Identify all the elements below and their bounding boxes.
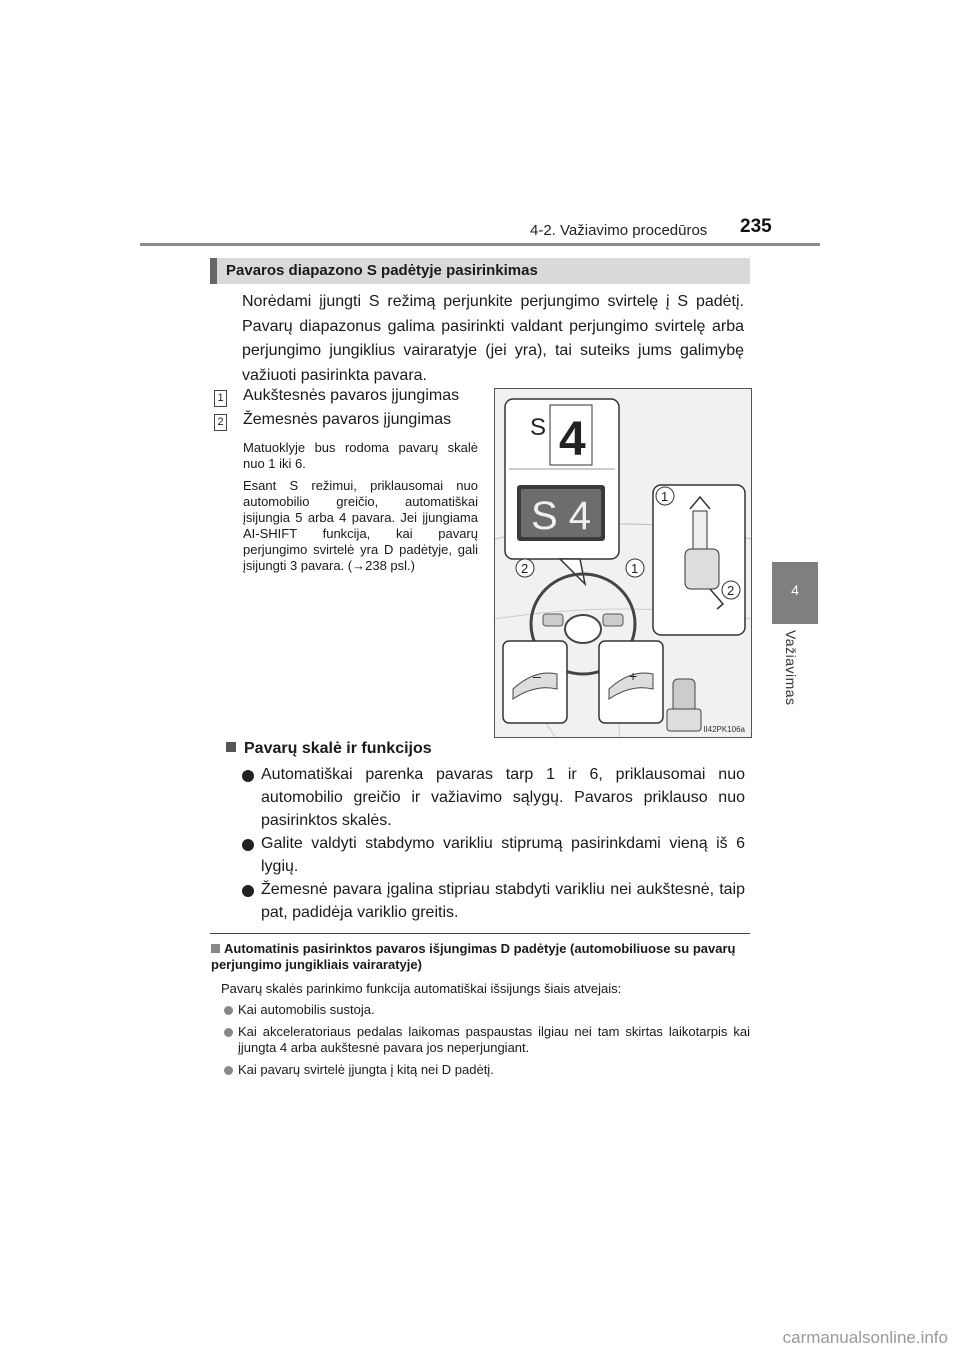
note-bullet-icon <box>224 1028 233 1037</box>
note-bullet-1: Kai automobilis sustoja. <box>238 1002 375 1017</box>
note-heading <box>211 941 751 973</box>
item-downshift-label: Žemesnės pavaros įjungimas <box>243 411 452 428</box>
note-gauge-range: Matuoklyje bus rodoma pavarų skalė nuo 1 iki 6. <box>243 440 478 471</box>
square-bullet-icon <box>211 944 220 953</box>
section-heading-bar <box>210 258 750 284</box>
bullet-text-2: Galite valdyti stabdymo varikliu stiprumą pasirinkdami vieną iš 6 lygių. <box>261 835 745 875</box>
item-number-1: 1 <box>214 390 227 407</box>
figure-code: II42PK106a <box>703 725 745 734</box>
callout-shifter-1: 1 <box>661 489 669 504</box>
intro-paragraph: Norėdami įjungti S režimą perjunkite perjungimo svirtelę į S padėtį. Pavarų diapazonus galima pasirinkti valdant perjungimo svirtelę arba perjungimo jungiklius vairaratyje (jei yra), tai suteiks jums galimybę važiuoti pasirinkta pavara. <box>242 293 744 384</box>
note-s-mode: Esant S režimui, priklausomai nuo automobilio greičio, automatiškai įsijungia 5 arba 4 pavara. Jei įjungiama AI-SHIFT funkcija, kai pavarų perjungimo svirtelė yra D padėtyje, gali įsijungti 3 pavara. (→238 psl.) <box>243 478 478 573</box>
watermark: carmanualsonline.info <box>782 1328 948 1347</box>
paddle-plus-label: + <box>629 668 638 684</box>
heading-marker <box>210 258 217 284</box>
section-divider <box>210 933 750 934</box>
item-upshift-label: Aukštesnės pavaros įjungimas <box>243 387 460 404</box>
callout-paddle-1: 1 <box>631 561 639 576</box>
callout-paddle-2: 2 <box>521 561 529 576</box>
note-intro: Pavarų skalės parinkimo funkcija automatiškai išsijungs šiais atvejais: <box>221 981 622 996</box>
header-rule <box>140 243 820 246</box>
note-bullet-2: Kai akceleratoriaus pedalas laikomas paspaustas ilgiau nei tam skirtas laikotarpis kai įjungta 4 arba aukštesnė pavara jos neperjungiant. <box>238 1024 750 1055</box>
illustration-svg <box>495 389 751 737</box>
display-bottom: S 4 <box>531 494 592 538</box>
chapter-number: 4 <box>791 582 799 598</box>
paddle-minus-label: – <box>533 668 541 684</box>
callout-shifter-2: 2 <box>727 583 735 598</box>
bullet-dot-icon <box>242 885 254 897</box>
section-title: Pavaros diapazono S padėtyje pasirinkimas <box>226 262 538 279</box>
square-bullet-icon <box>226 742 236 752</box>
display-top-digit: 4 <box>559 413 586 466</box>
chapter-label: Važiavimas <box>783 630 799 706</box>
bullet-dot-icon <box>242 770 254 782</box>
header-section-title: 4-2. Važiavimo procedūros <box>530 222 708 239</box>
display-top-letter: S <box>530 414 547 441</box>
note-bullet-icon <box>224 1066 233 1075</box>
chapter-tab <box>772 562 818 624</box>
page-number: 235 <box>740 216 772 237</box>
note-heading-text: Automatinis pasirinktos pavaros išjungimas D padėtyje (automobiliuose su pavarų perjungimo jungikliais vairaratyje) <box>211 941 736 972</box>
note-bullet-icon <box>224 1006 233 1015</box>
subsection-heading <box>226 740 432 758</box>
subsection-title: Pavarų skalė ir funkcijos <box>244 740 432 757</box>
bullet-dot-icon <box>242 839 254 851</box>
bullet-text-3: Žemesnė pavara įgalina stipriau stabdyti varikliu nei aukštesnė, taip pat, padidėja variklio greitis. <box>261 881 745 921</box>
shift-illustration <box>494 388 752 738</box>
note-bullet-3: Kai pavarų svirtelė įjungta į kitą nei D padėtį. <box>238 1062 494 1077</box>
bullet-text-1: Automatiškai parenka pavaras tarp 1 ir 6, priklausomai nuo automobilio greičio ir važiavimo sąlygų. Pavaros priklauso nuo pasirinktos skalės. <box>261 766 745 829</box>
item-number-2: 2 <box>214 414 227 431</box>
